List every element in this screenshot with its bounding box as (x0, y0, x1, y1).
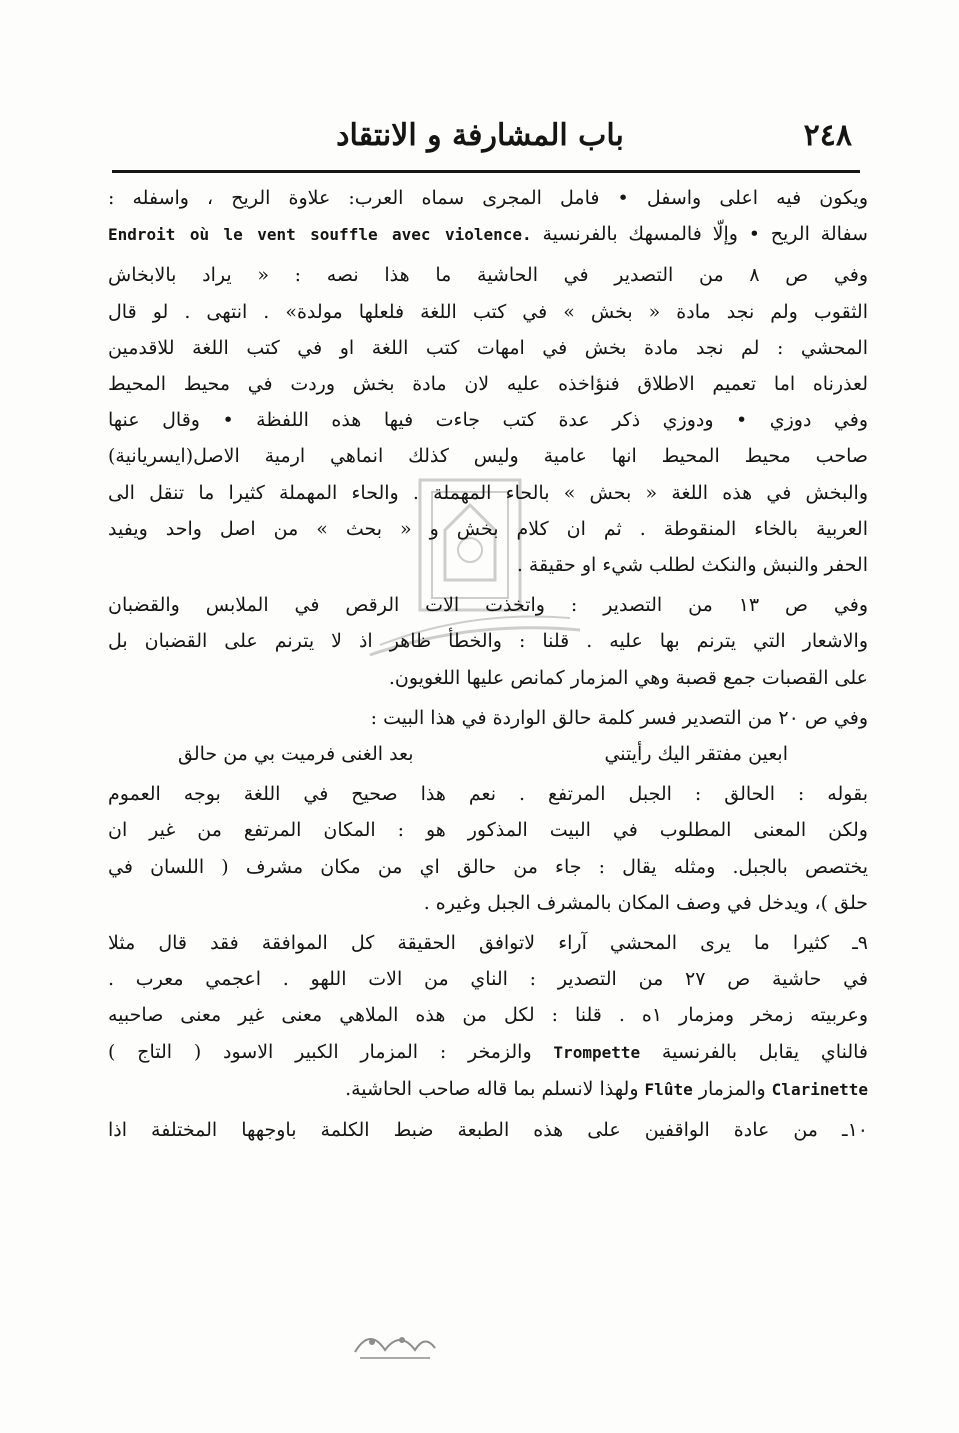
text-line: صاحب محيط المحيط انها عامية وليس كذلك انماهي ارمية الاصل(ايسريانية) (108, 445, 868, 468)
poetry-verse (108, 736, 868, 772)
text-line: الحفر والنبش والنكث لطلب شيء او حقيقة . (516, 554, 868, 577)
paragraph-line: وفي ص ١٣ من التصدير : واتخذت الات الرقص في الملابس والقضبان (108, 594, 868, 617)
text-line: وفي دوزي • ودوزي ذكر عدة كتب جاءت فيها هذه اللفظة • وقال عنها (108, 409, 868, 432)
arabic-fragment: والمزمار (698, 1077, 766, 1100)
text-line (108, 216, 868, 253)
text-line: ولكن المعنى المطلوب في البيت المذكور هو : المكان المرتفع من غير ان (108, 819, 868, 842)
page-header (120, 118, 852, 162)
text-line (108, 1071, 868, 1108)
text-line: المحشي : لم نجد مادة بخش في امهات كتب اللغة او في كتب اللغة للاقدمين (108, 336, 868, 359)
arabic-fragment: سفالة الريح • وإلّا فالمسهك بالفرنسية (542, 223, 868, 246)
french-word: Flûte (644, 1079, 693, 1099)
verse-second-hemistich: بعد الغنى فرميت بي من حالق (178, 743, 414, 766)
header-rule (112, 170, 860, 173)
french-word: Trompette (553, 1042, 641, 1062)
text-line: والاشعار التي يترنم بها عليه . قلنا : والخطأ ظاهر اذ لا يترنم على القضبان بل (108, 630, 868, 653)
page-number: ٢٤٨ (803, 118, 852, 153)
paragraph-line: ٩ـ كثيرا ما يرى المحشي آراء لاتوافق الحقيقة كل الموافقة فقد قال مثلا (108, 932, 868, 955)
text-line: في حاشية ص ٢٧ من التصدير : الناي من الات اللهو . اعجمي معرب . (108, 968, 868, 991)
paragraph-line: وفي ص ٨ من التصدير في الحاشية ما هذا نصه : « يراد بالابخاش (108, 264, 868, 287)
text-line: حلق )، ويدخل في وصف المكان بالمشرف الجبل وغيره . (423, 891, 868, 914)
body-text (108, 180, 868, 1148)
french-quote: Endroit où le vent souffle avec violence. (108, 225, 532, 245)
arabic-fragment: ولهذا لانسلم بما قاله صاحب الحاشية. (345, 1077, 639, 1100)
text-line: يختصص بالجبل. ومثله يقال : جاء من حالق اي من مكان مشرف ( اللسان في (108, 855, 868, 878)
text-line: العربية بالخاء المنقوطة . ثم ان كلام بخش و « بحث » من اصل واحد ويفيد (108, 517, 868, 540)
verse-first-hemistich: ابعين مفتقر اليك رأيتني (604, 743, 788, 766)
running-title: باب المشارفة و الانتقاد (336, 118, 624, 153)
french-word: Clarinette (771, 1079, 868, 1099)
text-line: ويكون فيه اعلى واسفل • فامل المجرى سماه العرب: علاوة الريح ، واسفله : (108, 187, 868, 209)
arabic-fragment: والزمخر : المزمار الكبير الاسود ( التاج ) (108, 1040, 532, 1063)
text-line: لعذرناه اما تعميم الاطلاق فنؤاخذه عليه لان مادة بخش وردت في محيط المحيط (108, 373, 868, 396)
paragraph-line: وفي ص ٢٠ من التصدير فسر كلمة حالق الواردة في هذا البيت : (370, 706, 868, 729)
ornament-mark (350, 1322, 440, 1362)
text-line: وعربيته زمخر ومزمار ١ه . قلنا : لكل من هذه الملاهي معنى غير معنى صاحبيه (108, 1004, 869, 1027)
arabic-fragment: فالناي يقابل بالفرنسية (661, 1040, 868, 1063)
paragraph-line: بقوله : الحالق : الجبل المرتفع . نعم هذا صحيح في اللغة بوجه العموم (108, 783, 868, 806)
text-line: على القصبات جمع قصبة وهي المزمار كمانص عليها اللغويون. (388, 666, 868, 689)
paragraph-line: ١٠ـ من عادة الواقفين على هذه الطبعة ضبط الكلمة باوجهها المختلفة اذا (108, 1119, 868, 1142)
text-line: الثقوب ولم نجد مادة « بخش » في كتب اللغة فلعلها مولدة» . انتهى . لو قال (108, 300, 868, 323)
text-line: والبخش في هذه اللغة « بحش » بالحاء المهملة . والحاء المهملة كثيرا ما تنقل الى (108, 481, 868, 504)
text-line (108, 1034, 868, 1071)
